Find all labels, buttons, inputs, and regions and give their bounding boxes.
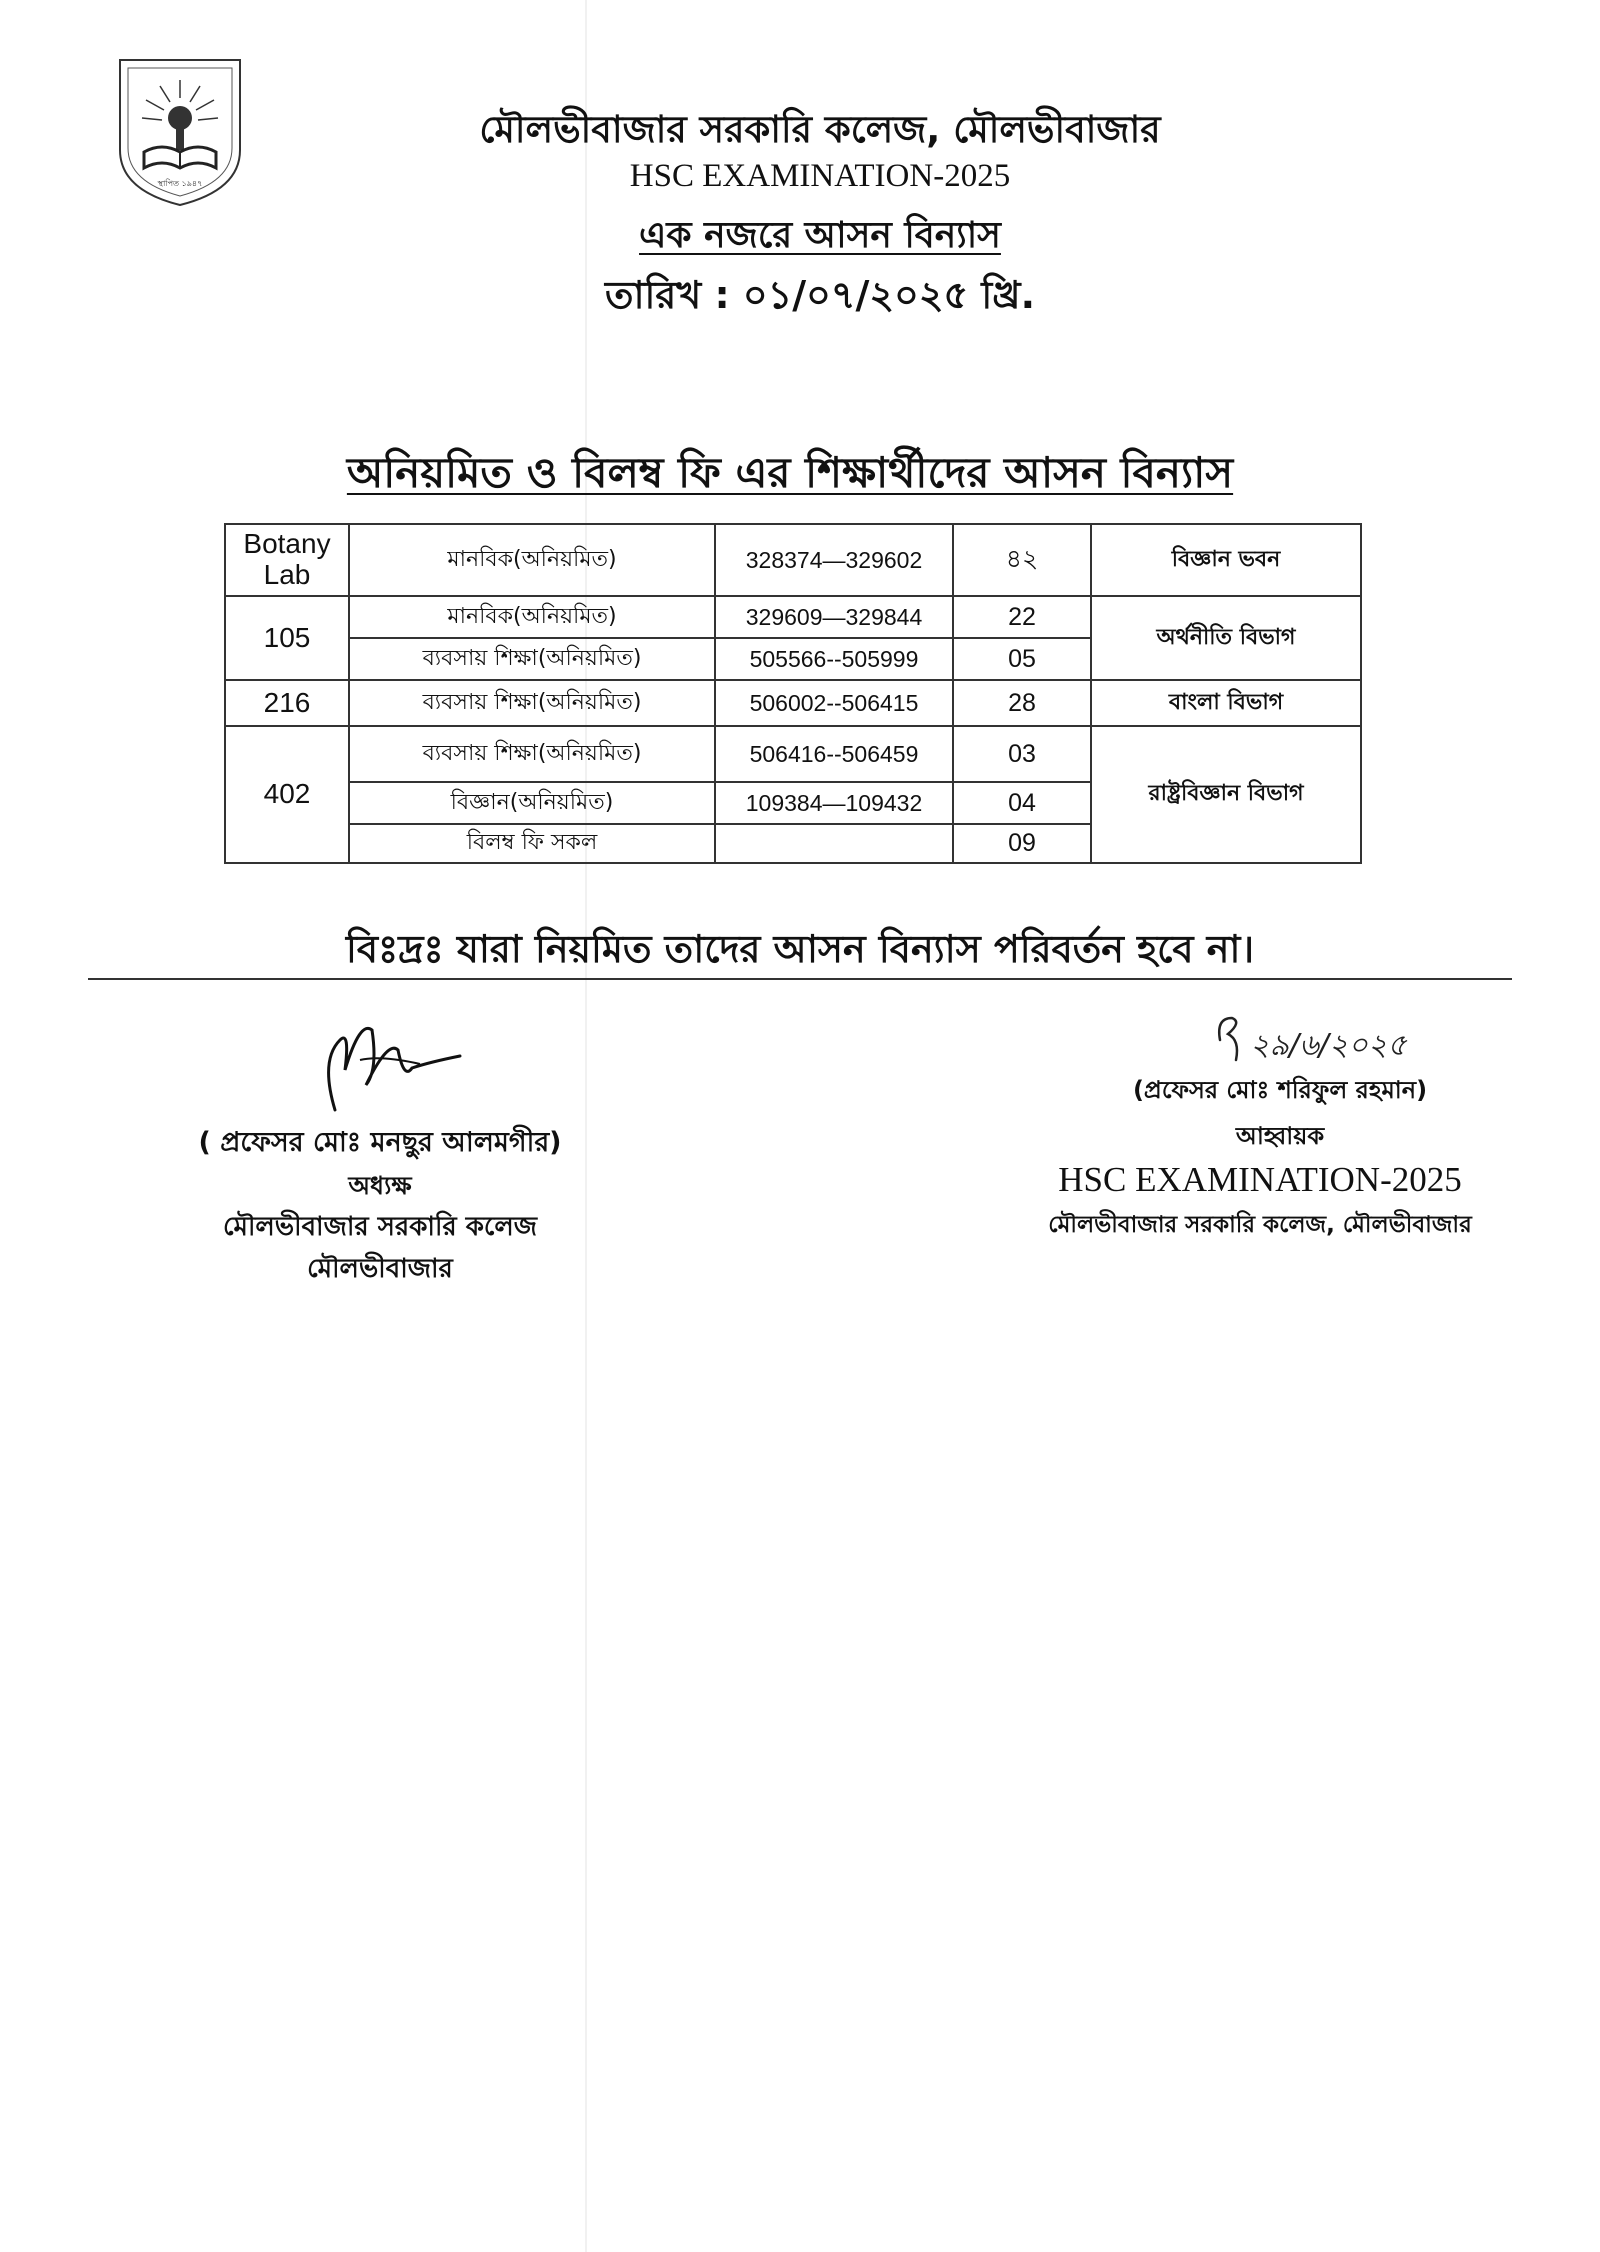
college-emblem-icon [100,40,260,210]
table-row [225,524,1361,596]
group-cell: বিলম্ব ফি সকল [349,824,715,863]
principal-name: ( প্রফেসর মোঃ মনছুর আলমগীর) [198,1127,562,1158]
exam-title: HSC EXAMINATION-2025 [629,158,1011,194]
group-main: ব্যবসায় শিক্ষা [422,740,538,766]
convener-organization: মৌলভীবাজার সরকারি কলেজ, মৌলভীবাজার [1048,1212,1472,1238]
convener-role: আহ্বায়ক [1235,1122,1325,1150]
building-cell: রাষ্ট্রবিজ্ঞান বিভাগ [1091,726,1361,863]
signature-date: ২৯/৬/২০২৫ [1250,1028,1407,1063]
table-row [225,680,1361,726]
principal-organization: মৌলভীবাজার সরকারি কলেজ [222,1212,538,1242]
room-cell: 402 [225,726,349,863]
convener-signature-icon [1210,1010,1450,1070]
convener-exam-title: HSC EXAMINATION-2025 [1058,1160,1462,1199]
principal-city: মৌলভীবাজার [307,1254,453,1284]
principal-signature-icon [300,1000,480,1120]
roll-range-cell: 109384—109432 [715,782,953,824]
seat-plan-title [380,208,1260,268]
group-main: ব্যবসায় শিক্ষা [422,689,538,715]
group-cell [349,638,715,680]
principal-role: অধ্যক্ষ [348,1171,412,1200]
group-main: ব্যবসায় শিক্ষা [422,645,538,671]
college-name: মৌলভীবাজার সরকারি কলেজ, মৌলভীবাজার [479,108,1161,151]
group-cell [349,680,715,726]
svg-text:স্থাপিত ১৯৪৭: স্থাপিত ১৯৪৭ [157,179,203,188]
seat-plan-title-text: এক নজরে আসন বিন্যাস [639,215,1001,256]
note-text: বিঃদ্রঃ যারা নিয়মিত তাদের আসন বিন্যাস পরিবর্তন হবে না। [345,927,1255,971]
student-count-cell: 22 [953,596,1091,638]
group-cell: মানবিক(অনিয়মিত) [349,596,715,638]
building-cell: অর্থনীতি বিভাগ [1091,596,1361,680]
building-cell: বিজ্ঞান ভবন [1091,524,1361,596]
seat-plan-table [224,523,1362,864]
room-cell: 105 [225,596,349,680]
student-count-cell: 04 [953,782,1091,824]
student-count-cell: 03 [953,726,1091,782]
divider [88,978,1512,980]
student-count-cell: 28 [953,680,1091,726]
roll-range-cell: 505566--505999 [715,638,953,680]
group-cell: বিজ্ঞান(অনিয়মিত) [349,782,715,824]
student-count-cell: 05 [953,638,1091,680]
room-cell: Botany Lab [225,524,349,596]
roll-range-cell: 329609—329844 [715,596,953,638]
student-count-cell: 09 [953,824,1091,863]
roll-range-cell: 506002--506415 [715,680,953,726]
exam-date: তারিখ : ০১/০৭/২০২৫ খ্রি. [604,273,1036,317]
group-cell: মানবিক(অনিয়মিত) [349,524,715,596]
roll-range-cell: 328374—329602 [715,524,953,596]
table-row [225,596,1361,638]
roll-range-cell [715,824,953,863]
group-sub: (অনিয়মিত) [537,645,642,671]
group-cell [349,726,715,782]
section-title [280,440,1300,511]
roll-range-cell: 506416--506459 [715,726,953,782]
room-cell: 216 [225,680,349,726]
group-sub: (অনিয়মিত) [537,689,642,715]
building-cell: বাংলা বিভাগ [1091,680,1361,726]
section-title-text: অনিয়মিত ও বিলম্ব ফি এর শিক্ষার্থীদের আসন বিন্যাস [346,448,1234,497]
convener-name: (প্রফেসর মোঃ শরিফুল রহমান) [1132,1076,1428,1104]
student-count-cell: ৪২ [953,524,1091,596]
group-sub: (অনিয়মিত) [537,740,642,766]
table-row [225,726,1361,782]
